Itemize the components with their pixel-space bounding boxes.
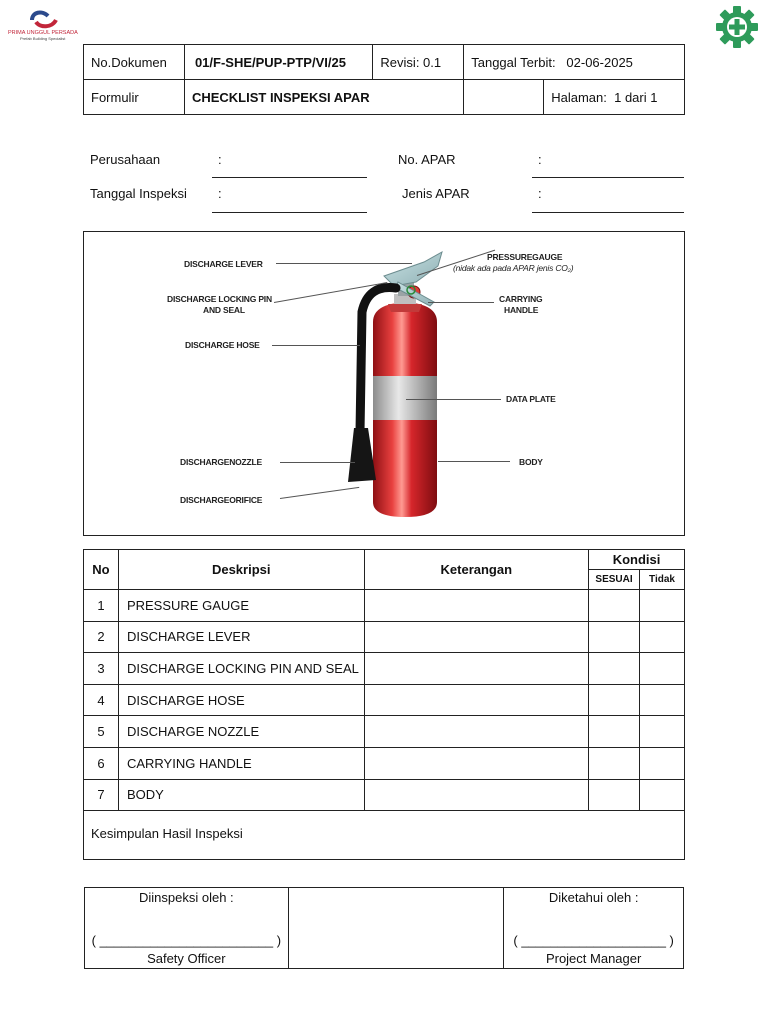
revision: Revisi: 0.1 — [373, 45, 464, 80]
row-description: BODY — [118, 779, 364, 811]
row-not-ok-cell[interactable] — [640, 779, 685, 811]
company-tagline: Prefab Building Specialist — [20, 36, 66, 41]
row-not-ok-cell[interactable] — [640, 590, 685, 622]
row-no: 6 — [84, 747, 119, 779]
signature-table — [84, 887, 684, 969]
row-remarks-cell[interactable] — [364, 716, 589, 748]
row-remarks-cell[interactable] — [364, 621, 589, 653]
row-ok-cell[interactable] — [589, 779, 640, 811]
row-no: 3 — [84, 653, 119, 685]
doc-no-value: 01/F-SHE/PUP-PTP/VI/25 — [184, 45, 372, 80]
col-ok: SESUAI — [589, 570, 640, 590]
page-value: 1 dari 1 — [614, 89, 658, 105]
issue-date-label: Tanggal Terbit: — [471, 54, 556, 70]
inspection-date-field[interactable] — [212, 212, 367, 213]
fire-extinguisher-icon — [84, 232, 686, 537]
extinguisher-diagram — [83, 231, 685, 536]
row-no: 7 — [84, 779, 119, 811]
conclusion-box[interactable] — [83, 810, 685, 860]
label-body: BODY — [519, 457, 543, 467]
row-no: 4 — [84, 684, 119, 716]
row-no: 1 — [84, 590, 119, 622]
col-remarks: Keterangan — [364, 550, 589, 590]
row-remarks-cell[interactable] — [364, 684, 589, 716]
row-description: DISCHARGE NOZZLE — [118, 716, 364, 748]
conclusion-label: Kesimpulan Hasil Inspeksi — [91, 826, 243, 841]
row-description: DISCHARGE HOSE — [118, 684, 364, 716]
row-ok-cell[interactable] — [589, 653, 640, 685]
company-logo — [8, 8, 80, 44]
company-name: PRIMA UNGGUL PERSADA — [8, 30, 78, 36]
label-carrying-handle-line1: CARRYING — [499, 294, 543, 304]
label-locking-pin-line1: DISCHARGE LOCKING PIN — [167, 294, 272, 304]
inspector-signature-cell[interactable] — [85, 888, 289, 969]
row-not-ok-cell[interactable] — [640, 653, 685, 685]
company-label: Perusahaan — [90, 152, 161, 167]
table-row — [84, 653, 685, 685]
checklist-table — [83, 549, 685, 811]
middle-cell — [288, 888, 504, 969]
row-ok-cell[interactable] — [589, 747, 640, 779]
doc-no-label: No.Dokumen — [84, 45, 185, 80]
gear-cross-icon — [714, 4, 760, 50]
manager-signature-cell[interactable] — [504, 888, 684, 969]
checklist-body — [84, 590, 685, 811]
row-description: CARRYING HANDLE — [118, 747, 364, 779]
label-locking-pin-line2: AND SEAL — [203, 305, 245, 315]
apar-type-colon: : — [538, 186, 542, 201]
table-row — [84, 779, 685, 811]
inspection-date-label: Tanggal Inspeksi — [90, 186, 187, 201]
label-carrying-handle-line2: HANDLE — [504, 305, 539, 315]
row-not-ok-cell[interactable] — [640, 716, 685, 748]
table-row — [84, 716, 685, 748]
row-ok-cell[interactable] — [589, 621, 640, 653]
label-discharge-lever: DISCHARGE LEVER — [184, 259, 263, 269]
apar-no-label: No. APAR — [398, 152, 456, 167]
row-description: DISCHARGE LEVER — [118, 621, 364, 653]
row-not-ok-cell[interactable] — [640, 621, 685, 653]
table-row — [84, 621, 685, 653]
label-pressure-gauge-line2: (nidak ada pada APAR jenis CO₂) — [453, 263, 574, 273]
label-discharge-nozzle: DISCHARGENOZZLE — [180, 457, 263, 467]
page-info — [464, 80, 685, 115]
row-ok-cell[interactable] — [589, 684, 640, 716]
company-colon: : — [218, 152, 222, 167]
table-row — [84, 590, 685, 622]
row-no: 2 — [84, 621, 119, 653]
col-no: No — [84, 550, 119, 590]
manager-name-blank: ( ____________________ ) — [513, 933, 674, 948]
apar-no-colon: : — [538, 152, 542, 167]
manager-role: Project Manager — [545, 951, 642, 966]
row-remarks-cell[interactable] — [364, 590, 589, 622]
label-discharge-hose: DISCHARGE HOSE — [185, 340, 260, 350]
row-remarks-cell[interactable] — [364, 779, 589, 811]
label-discharge-orifice: DISCHARGEORIFICE — [180, 495, 263, 505]
row-no: 5 — [84, 716, 119, 748]
form-label: Formulir — [84, 80, 185, 115]
col-condition: Kondisi — [589, 550, 685, 570]
apar-type-label: Jenis APAR — [402, 186, 470, 201]
inspected-by-label: Diinspeksi oleh : — [139, 890, 234, 905]
company-field[interactable] — [212, 177, 367, 178]
label-data-plate: DATA PLATE — [506, 394, 556, 404]
inspector-role: Safety Officer — [147, 951, 226, 966]
label-pressure-gauge-line1: PRESSUREGAUGE — [487, 252, 563, 262]
row-description: PRESSURE GAUGE — [118, 590, 364, 622]
col-not-ok: Tidak — [640, 570, 685, 590]
row-not-ok-cell[interactable] — [640, 684, 685, 716]
apar-type-field[interactable] — [532, 212, 684, 213]
row-ok-cell[interactable] — [589, 590, 640, 622]
inspection-date-colon: : — [218, 186, 222, 201]
table-row — [84, 684, 685, 716]
issue-date-value: 02-06-2025 — [566, 54, 633, 70]
issue-date — [464, 45, 685, 80]
col-description: Deskripsi — [118, 550, 364, 590]
row-description: DISCHARGE LOCKING PIN AND SEAL — [118, 653, 364, 685]
row-not-ok-cell[interactable] — [640, 747, 685, 779]
page-label: Halaman: — [551, 89, 607, 105]
row-remarks-cell[interactable] — [364, 653, 589, 685]
document-header-table — [83, 44, 685, 115]
inspector-name-blank: ( ________________________ ) — [91, 933, 282, 948]
form-title: CHECKLIST INSPEKSI APAR — [184, 80, 463, 115]
row-ok-cell[interactable] — [589, 716, 640, 748]
apar-no-field[interactable] — [532, 177, 684, 178]
company-logo-mark-icon — [8, 8, 80, 30]
acknowledged-by-label: Diketahui oleh : — [548, 890, 639, 905]
table-row — [84, 747, 685, 779]
row-remarks-cell[interactable] — [364, 747, 589, 779]
